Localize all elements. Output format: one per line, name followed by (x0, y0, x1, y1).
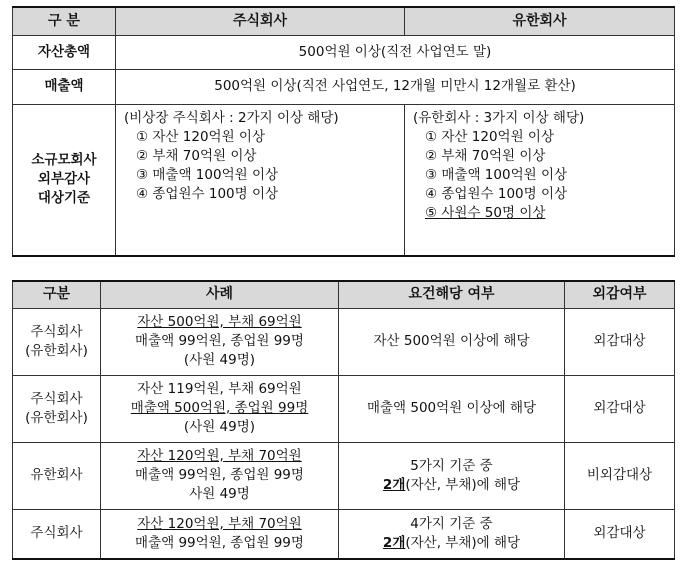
audit-status: 외감대상 (565, 375, 675, 442)
company-type: 유한회사 (13, 442, 101, 509)
sales-value: 500억원 이상(직전 사업연도, 12개월 미만시 12개월로 환산) (116, 69, 675, 104)
table-row (13, 308, 675, 375)
audit-status: 외감대상 (565, 509, 675, 559)
audit-status: 비외감대상 (565, 442, 675, 509)
audit-criteria-table (12, 6, 675, 257)
case-detail: 자산 120억원, 부채 70억원 매출액 99억원, 종업원 99명 (101, 509, 339, 559)
llc-criteria: (유한회사 : 3가지 이상 해당) ① 자산 120억원 이상 ② 부채 70억원 이상 ③ 매출액 100억원 이상 ④ 종업원수 100명 이상 ⑤ 사원수 50명 이상 (405, 104, 675, 256)
case-detail: 자산 120억원, 부채 70억원 매출액 99억원, 종업원 99명 사원 49명 (101, 442, 339, 509)
assets-value: 500억원 이상(직전 사업연도 말) (116, 35, 675, 69)
header-audit: 외감여부 (565, 281, 675, 308)
table-row (13, 442, 675, 509)
sales-label: 매출액 (13, 69, 116, 104)
table-row (13, 69, 675, 104)
company-type: 주식회사 (유한회사) (13, 308, 101, 375)
audit-status: 외감대상 (565, 308, 675, 375)
assets-label: 자산총액 (13, 35, 116, 69)
header-llc: 유한회사 (405, 7, 675, 35)
case-detail: 자산 500억원, 부채 69억원 매출액 99억원, 종업원 99명 (사원 49명) (101, 308, 339, 375)
stock-criteria: (비상장 주식회사 : 2가지 이상 해당) ① 자산 120억원 이상 ② 부채 70억원 이상 ③ 매출액 100억원 이상 ④ 종업원수 100명 이상 (116, 104, 405, 256)
table-row (13, 375, 675, 442)
table-header-row (13, 7, 675, 35)
header-category: 구 분 (13, 7, 116, 35)
company-type: 주식회사 (13, 509, 101, 559)
audit-examples-table (12, 280, 675, 560)
header-type: 구분 (13, 281, 101, 308)
criteria-label: 소규모회사 외부감사 대상기준 (13, 104, 116, 256)
requirement: 매출액 500억원 이상에 해당 (339, 375, 565, 442)
header-stock-company: 주식회사 (116, 7, 405, 35)
requirement: 5가지 기준 중 2개(자산, 부채)에 해당 (339, 442, 565, 509)
table-row (13, 35, 675, 69)
company-type: 주식회사 (유한회사) (13, 375, 101, 442)
requirement: 4가지 기준 중 2개(자산, 부채)에 해당 (339, 509, 565, 559)
header-requirement: 요건해당 여부 (339, 281, 565, 308)
requirement: 자산 500억원 이상에 해당 (339, 308, 565, 375)
case-detail: 자산 119억원, 부채 69억원 매출액 500억원, 종업원 99명 (사원 49명) (101, 375, 339, 442)
header-case: 사례 (101, 281, 339, 308)
table-header-row (13, 281, 675, 308)
table-row (13, 509, 675, 559)
table-row (13, 104, 675, 256)
